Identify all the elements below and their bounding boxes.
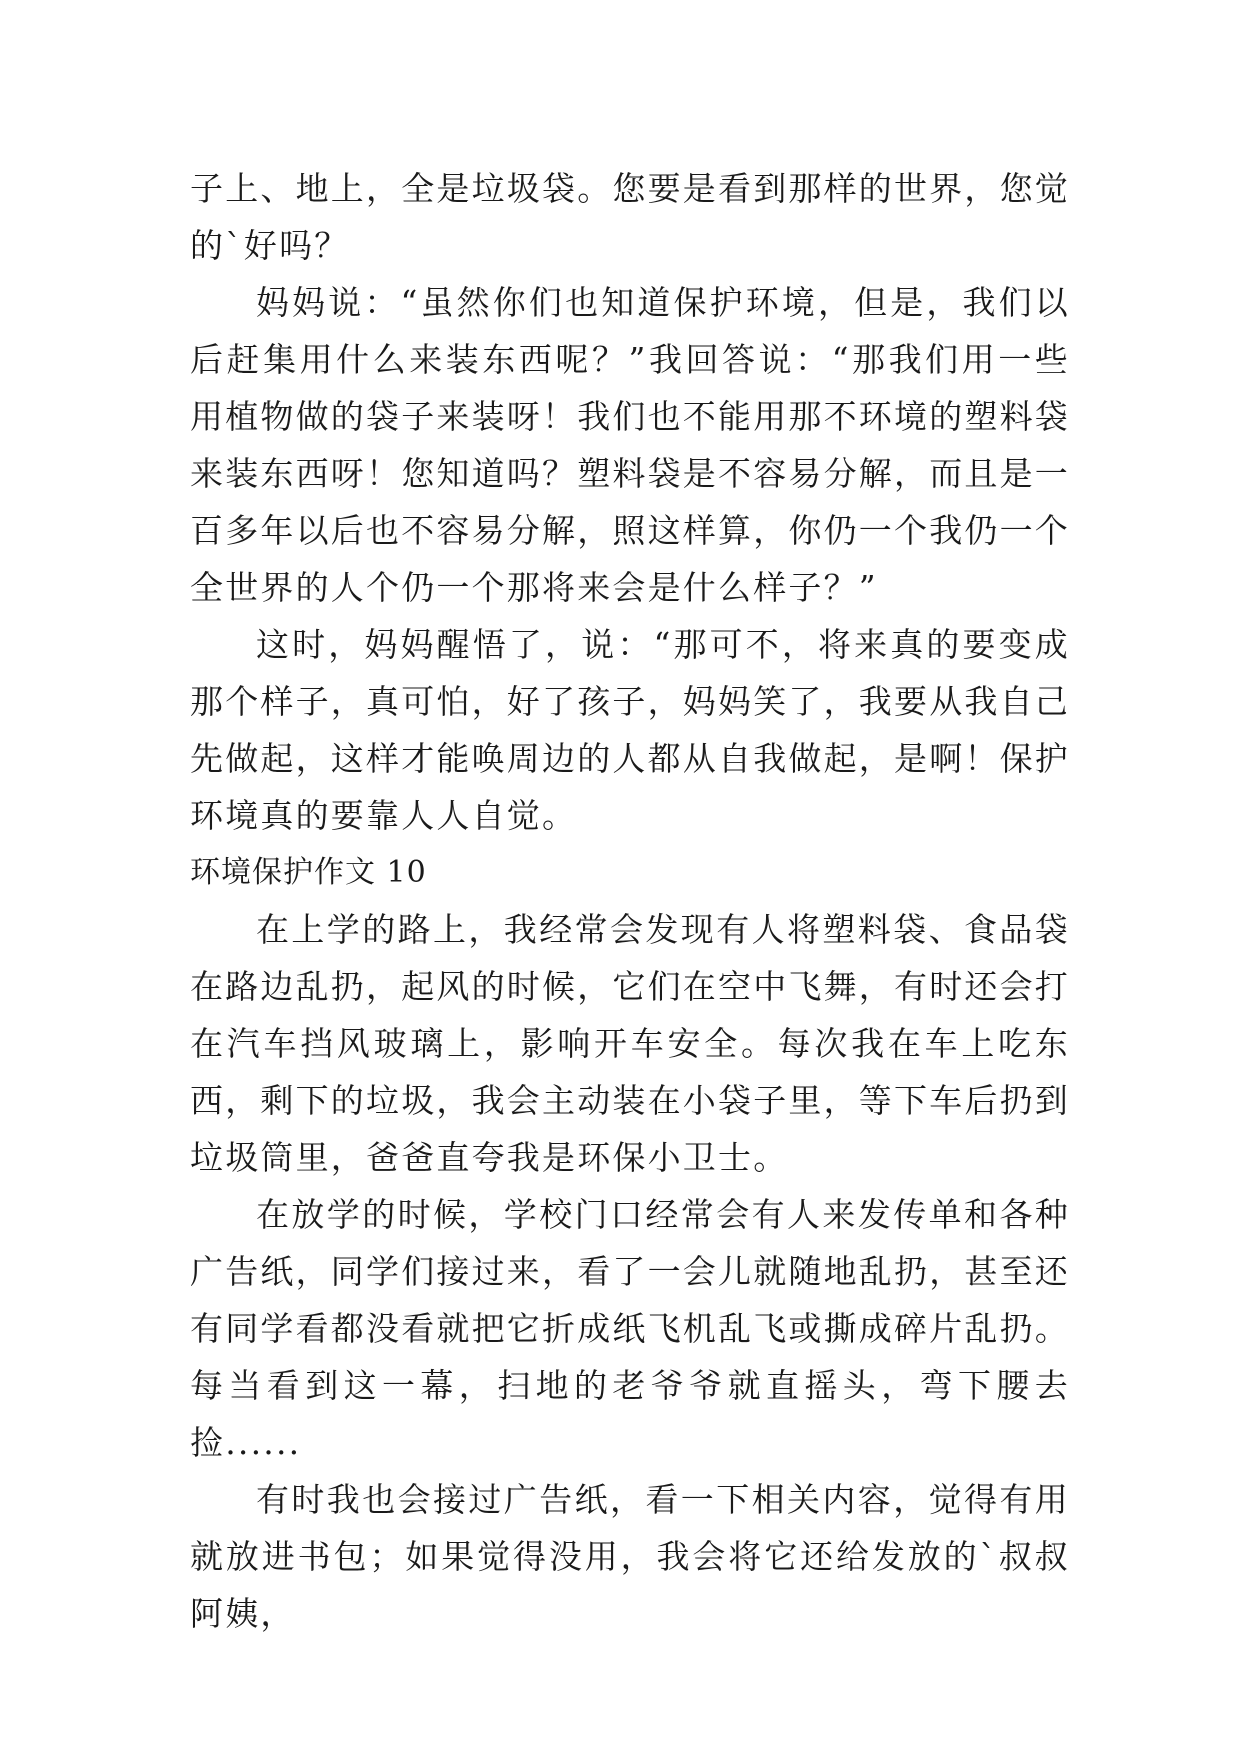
paragraph-mother-realizes: 这时，妈妈醒悟了，说：“那可不，将来真的要变成那个样子，真可怕，好了孩子，妈妈笑了，我要从我自己先做起，这样才能唤周边的人都从自我做起，是啊！保护环境真的要靠人人自觉。 — [190, 625, 1070, 835]
paragraph-way-to-school: 在上学的路上，我经常会发现有人将塑料袋、食品袋在路边乱扔，起风的时候，它们在空中飞舞，有时还会打在汽车挡风玻璃上，影响开车安全。每次我在车上吃东西，剩下的垃圾，我会主动装在小袋子里，等下车后扔到垃圾筒里，爸爸直夸我是环保小卫士。 — [190, 910, 1070, 1177]
document-page — [190, 160, 1070, 1642]
paragraph-after-school: 在放学的时候，学校门口经常会有人来发传单和各种广告纸，同学们接过来，看了一会儿就随地乱扔，甚至还有同学看都没看就把它折成纸飞机乱飞或撕成碎片乱扔。每当看到这一幕，扫地的老爷爷就直摇头，弯下腰去捡...... — [190, 1195, 1070, 1462]
section-heading: 环境保护作文 10 — [190, 855, 427, 890]
paragraph-flyers: 有时我也会接过广告纸，看一下相关内容，觉得有用就放进书包；如果觉得没用，我会将它还给发放的`叔叔阿姨， — [190, 1480, 1070, 1633]
paragraph-continued: 子上、地上，全是垃圾袋。您要是看到那样的世界，您觉的`好吗？ — [190, 169, 1070, 265]
paragraph-mother-says: 妈妈说：“虽然你们也知道保护环境，但是，我们以后赶集用什么来装东西呢？”我回答说：“那我们用一些用植物做的袋子来装呀！我们也不能用那不环境的塑料袋来装东西呀！您知道吗？塑料袋是不容易分解，而且是一百多年以后也不容易分解，照这样算，你仍一个我仍一个全世界的人个仍一个那将来会是什么样子？” — [190, 283, 1070, 607]
